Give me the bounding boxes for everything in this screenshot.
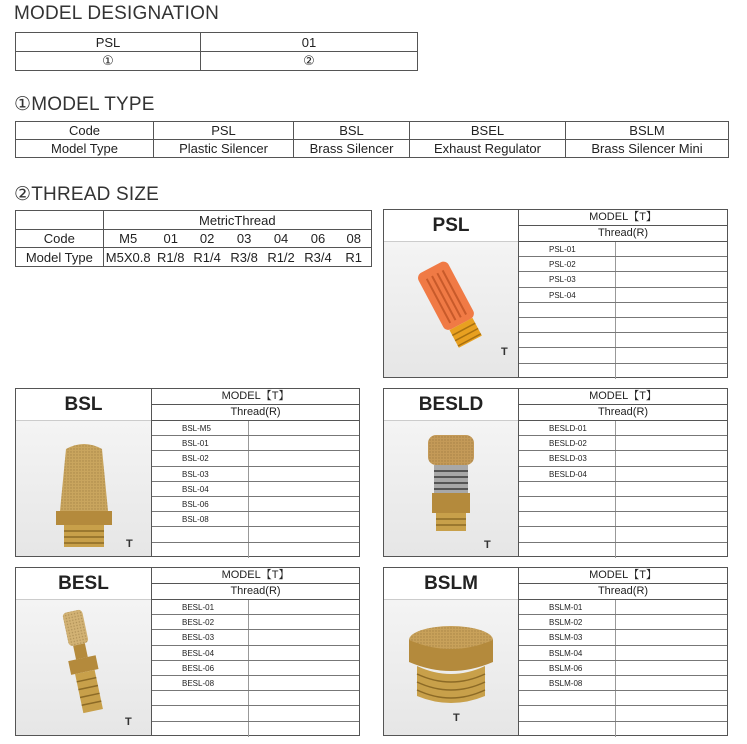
spec-model-cell: BSL-08 [152,512,249,526]
spec-row [152,512,359,527]
spec-row [519,615,727,630]
spec-row [519,722,727,737]
designation-cell: 01 [201,33,418,52]
spec-model-cell: BSL-01 [152,436,249,450]
psl-product-photo [384,242,518,377]
model-type-table [15,121,729,158]
spec-header-model: MODEL【T】 [519,389,727,405]
spec-row [152,600,359,615]
spec-row [519,646,727,661]
spec-model-cell: BESL-06 [152,661,249,675]
spec-row [519,436,727,451]
spec-model-cell [519,333,616,347]
spec-header-thread: Thread(R) [519,405,727,421]
model-designation-table [15,32,418,71]
model-type-code: BSL [294,122,410,140]
thread-group-header: MetricThread [103,211,371,230]
spec-header-thread: Thread(R) [152,584,359,600]
thread-value: R1 [336,248,371,267]
spec-row [152,615,359,630]
spec-model-cell: BESL-08 [152,676,249,690]
spec-model-cell [152,691,249,705]
spec-row [519,242,727,257]
product-card-bsl [15,388,360,557]
thread-value: R1/4 [189,248,226,267]
spec-model-cell: BSL-02 [152,451,249,465]
spec-model-cell [519,303,616,317]
bslm-product-photo [384,600,518,735]
spec-model-cell [519,543,616,558]
product-card-bslm [383,567,728,736]
thread-t-mark: T [126,538,133,550]
thread-value: R3/4 [300,248,337,267]
thread-size-table [15,210,372,267]
spec-row [519,543,727,558]
model-type-name: Brass Silencer Mini [566,140,729,158]
spec-model-cell: BESLD-02 [519,436,616,450]
spec-row [152,676,359,691]
spec-model-cell [152,722,249,737]
spec-row [152,421,359,436]
spec-row [152,646,359,661]
model-type-name: Brass Silencer [294,140,410,158]
besld-product-photo [384,421,518,556]
thread-t-mark: T [453,712,460,724]
spec-row [519,421,727,436]
spec-model-cell [519,318,616,332]
spec-model-cell: BESLD-01 [519,421,616,435]
spec-model-cell [519,722,616,737]
designation-index: ① [16,52,201,71]
spec-row [519,257,727,272]
spec-row [152,497,359,512]
spec-header-model: MODEL【T】 [519,568,727,584]
spec-model-cell: PSL-03 [519,272,616,286]
designation-index: ② [201,52,418,71]
thread-code: 06 [300,230,337,248]
spec-row [152,722,359,737]
card-title: BSLM [384,568,518,600]
exhaust-regulator-icon [384,421,519,557]
product-card-besld [383,388,728,557]
model-type-name: Exhaust Regulator [410,140,566,158]
thread-value: R1/8 [153,248,189,267]
spec-row [519,364,727,379]
spec-model-cell: BESLD-03 [519,451,616,465]
spec-model-cell [519,364,616,379]
spec-row [152,543,359,558]
spec-model-cell [152,706,249,720]
spec-model-cell: PSL-01 [519,242,616,256]
model-type-code-label: Code [16,122,154,140]
besl-product-photo [16,600,151,735]
spec-row [519,497,727,512]
spec-row [519,318,727,333]
thread-value: R3/8 [226,248,263,267]
thread-t-mark: T [501,346,508,358]
thread-code: 03 [226,230,263,248]
spec-model-cell: BSLM-02 [519,615,616,629]
spec-row [519,451,727,466]
spec-row [519,691,727,706]
card-title: BESL [16,568,151,600]
spec-model-cell [152,527,249,541]
spec-row [152,706,359,721]
spec-header-thread: Thread(R) [152,405,359,421]
brass-silencer-icon [16,421,152,557]
spec-row [152,630,359,645]
spec-model-cell: BSLM-04 [519,646,616,660]
spec-row [519,630,727,645]
bsl-product-photo [16,421,151,556]
spec-header-thread: Thread(R) [519,226,727,242]
spec-model-cell: BSL-03 [152,467,249,481]
card-title: PSL [384,210,518,242]
card-title: BSL [16,389,151,421]
brass-silencer-mini-icon [384,600,519,736]
spec-row [519,333,727,348]
thread-code: 01 [153,230,189,248]
spec-model-cell: BSL-M5 [152,421,249,435]
plastic-silencer-icon [384,242,519,378]
spec-model-cell: BSLM-08 [519,676,616,690]
spec-row [519,706,727,721]
thread-code: M5 [103,230,153,248]
spec-model-cell [519,348,616,362]
model-type-code: PSL [154,122,294,140]
thread-value: M5X0.8 [103,248,153,267]
spec-row [152,467,359,482]
spec-model-cell: BESL-02 [152,615,249,629]
model-type-code: BSEL [410,122,566,140]
spec-model-cell [519,512,616,526]
thread-code: 04 [263,230,300,248]
thread-t-mark: T [125,716,132,728]
spec-model-cell: BSLM-01 [519,600,616,614]
thread-corner-cell [16,211,104,230]
thread-code-label: Code [16,230,104,248]
spec-row [152,661,359,676]
spec-header-model: MODEL【T】 [152,568,359,584]
spec-row [519,676,727,691]
spec-row [519,527,727,542]
model-type-title: ①MODEL TYPE [14,94,155,115]
spec-model-cell: BESLD-04 [519,467,616,481]
thread-t-mark: T [484,539,491,551]
spec-row [519,512,727,527]
spec-model-cell [519,527,616,541]
spec-row [152,691,359,706]
spec-row [519,303,727,318]
spec-row [519,482,727,497]
spec-model-cell: PSL-04 [519,288,616,302]
spec-model-cell: BESL-04 [152,646,249,660]
spec-model-cell: BSLM-06 [519,661,616,675]
model-type-name: Plastic Silencer [154,140,294,158]
spec-model-cell: BESL-01 [152,600,249,614]
spec-row [519,661,727,676]
spec-header-thread: Thread(R) [519,584,727,600]
spec-row [519,467,727,482]
spec-model-cell: BSL-06 [152,497,249,511]
card-title: BESLD [384,389,518,421]
spec-row [519,272,727,287]
spec-model-cell [519,706,616,720]
spec-row [519,600,727,615]
spec-model-cell [519,482,616,496]
thread-code: 02 [189,230,226,248]
spec-header-model: MODEL【T】 [519,210,727,226]
thread-size-title: ②THREAD SIZE [14,184,160,205]
spec-model-cell [519,691,616,705]
spec-model-cell [519,497,616,511]
thread-code: 08 [336,230,371,248]
spec-model-cell: BSL-04 [152,482,249,496]
spec-row [152,451,359,466]
spec-row [152,527,359,542]
thread-type-label: Model Type [16,248,104,267]
spec-model-cell [152,543,249,558]
model-designation-title: MODEL DESIGNATION [14,3,220,24]
model-type-code: BSLM [566,122,729,140]
spec-row [519,348,727,363]
spec-model-cell: BESL-03 [152,630,249,644]
spec-row [519,288,727,303]
spec-row [152,482,359,497]
product-card-psl [383,209,728,378]
designation-cell: PSL [16,33,201,52]
product-card-besl [15,567,360,736]
spec-header-model: MODEL【T】 [152,389,359,405]
thread-value: R1/2 [263,248,300,267]
spec-model-cell: BSLM-03 [519,630,616,644]
spec-row [152,436,359,451]
spec-model-cell: PSL-02 [519,257,616,271]
model-type-label: Model Type [16,140,154,158]
